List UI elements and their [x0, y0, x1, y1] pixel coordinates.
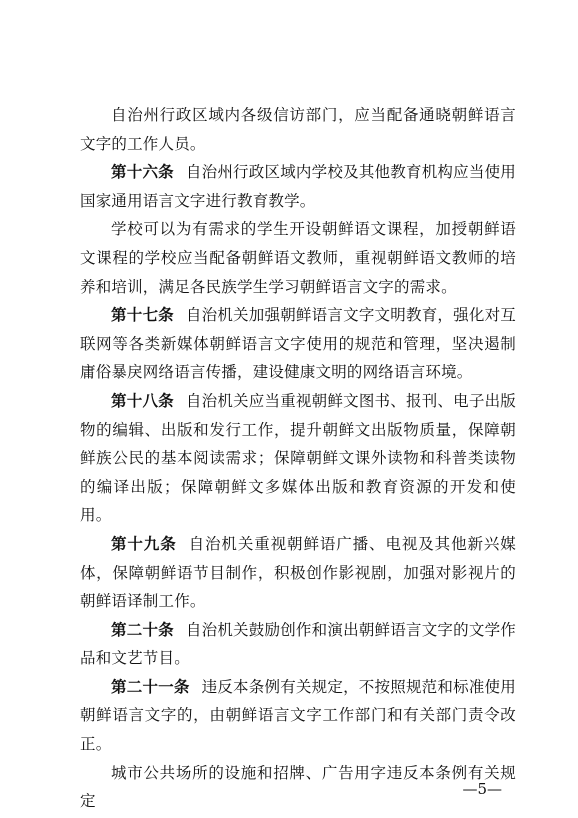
paragraph-2 [80, 158, 516, 215]
paragraph-7 [80, 616, 516, 673]
paragraph-8 [80, 673, 516, 759]
paragraph-text: 自治州行政区域内各级信访部门，应当配备通晓朝鲜语言文字的工作人员。 [80, 106, 516, 153]
page-number: —5— [462, 780, 502, 798]
paragraph-text: 城市公共场所的设施和招牌、广告用字违反本条例有关规定 [80, 763, 516, 811]
paragraph-text: 违反本条例有关规定，不按照规范和标准使用朝鲜语言文字的，由朝鲜语言文字工作部门和有关部门责令改正。 [80, 677, 516, 754]
article-title-20: 第二十条 [111, 620, 174, 639]
paragraph-1 [80, 101, 516, 158]
paragraph-text: 自治机关鼓励创作和演出朝鲜语言文字的文学作品和文艺节目。 [80, 620, 516, 668]
article-title-18: 第十八条 [111, 391, 174, 410]
paragraph-9 [80, 759, 516, 816]
article-title-21: 第二十一条 [111, 677, 190, 696]
paragraph-5 [80, 387, 516, 530]
body-text [80, 101, 516, 816]
paragraph-4 [80, 301, 516, 387]
paragraph-text: 自治机关加强朝鲜语言文字文明教育，强化对互联网等各类新媒体朝鲜语言文字使用的规范和管理，坚决遏制庸俗暴戾网络语言传播，建设健康文明的网络语言环境。 [80, 306, 516, 382]
article-title-17: 第十七条 [111, 306, 174, 325]
paragraph-3 [80, 215, 516, 301]
paragraph-text: 自治州行政区域内学校及其他教育机构应当使用国家通用语言文字进行教育教学。 [80, 163, 516, 210]
paragraph-6 [80, 530, 516, 616]
article-title-16: 第十六条 [111, 163, 174, 182]
paragraph-text: 自治机关应当重视朝鲜文图书、报刊、电子出版物的编辑、出版和发行工作，提升朝鲜文出版物质量，保障朝鲜族公民的基本阅读需求；保障朝鲜文课外读物和科普类读物的编译出版；保障朝鲜文多媒体出版和教育资源的开发和使用。 [80, 391, 516, 525]
paragraph-text: 学校可以为有需求的学生开设朝鲜语文课程，加授朝鲜语文课程的学校应当配备朝鲜语文教师，重视朝鲜语文教师的培养和培训，满足各民族学生学习朝鲜语言文字的需求。 [80, 220, 516, 296]
paragraph-text: 自治机关重视朝鲜语广播、电视及其他新兴媒体，保障朝鲜语节目制作，积极创作影视剧，加强对影视片的朝鲜语译制工作。 [80, 534, 516, 611]
article-title-19: 第十九条 [111, 534, 177, 553]
